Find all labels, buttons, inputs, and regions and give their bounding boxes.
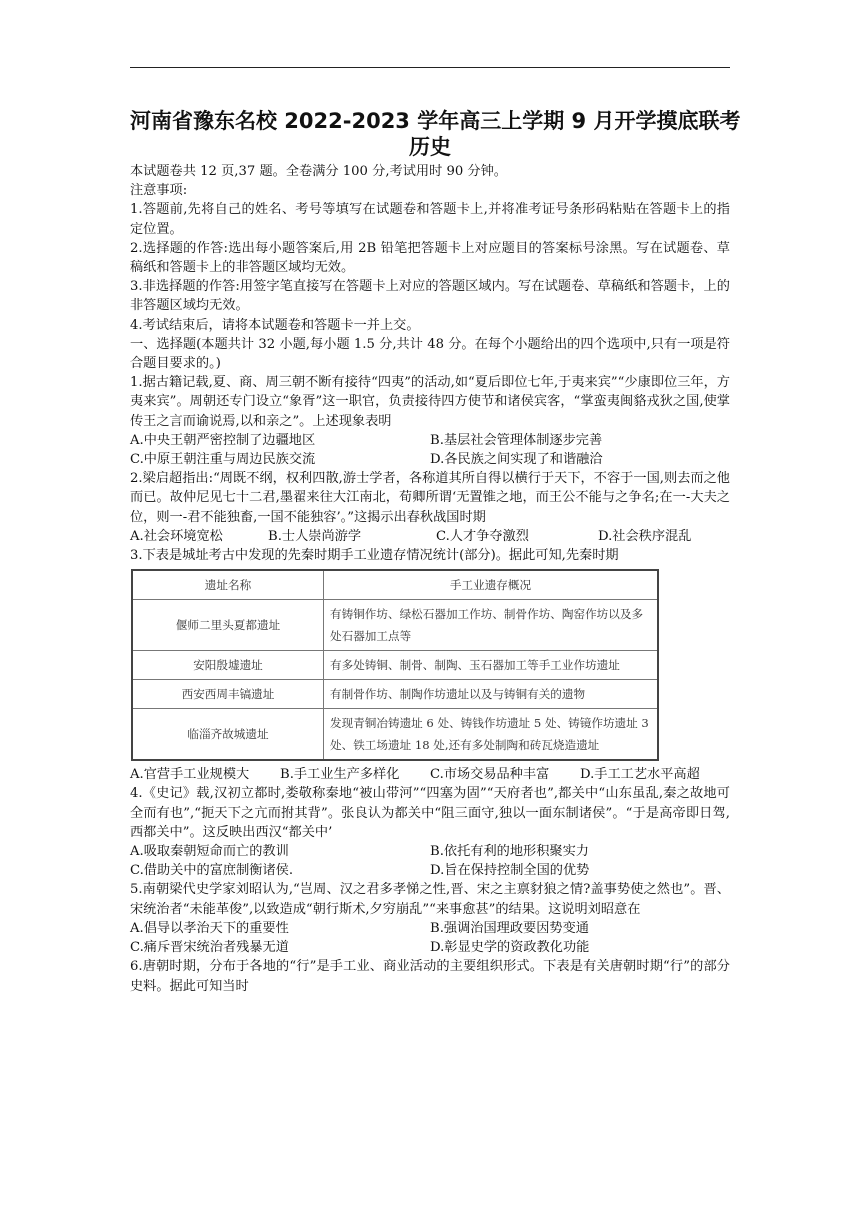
option-a: A.官营手工业规模大 (130, 767, 250, 783)
option-b: B.士人崇尚游学 (268, 528, 362, 544)
option-a: A.倡导以孝治天下的重要性 (130, 920, 289, 936)
exam-body (130, 162, 730, 996)
option-d: D.旨在保持控制全国的优势 (430, 863, 590, 879)
question-stem-4: 4.《史记》载,汉初立都时,娄敬称秦地“被山带河”“四塞为固”“天府者也”,都关中“山东虽乱,秦之故地可全而有也”,“扼天下之亢而拊其背”。张良认为都关中“阻三面守,独以一面东制诸侯”。“于是高帝即日驾,西都关中”。这反映出西汉“都关中’ (130, 786, 730, 840)
table-row (132, 651, 658, 680)
table-header-cell: 遗址名称 (132, 570, 324, 600)
site-desc: 发现青铜冶铸遗址 6 处、铸钱作坊遗址 5 处、铸镜作坊遗址 3 处、铁工场遗址 18 处,还有多处制陶和砖瓦烧造遗址 (324, 709, 659, 761)
option-d: D.各民族之间实现了和谐融洽 (430, 452, 603, 468)
table-header-row (132, 570, 658, 600)
option-c: C.人才争夺激烈 (436, 528, 529, 544)
exam-subject: 历史 (409, 135, 451, 159)
notice-item: 4.考试结束后，请将本试题卷和答题卡一并上交。 (130, 317, 420, 333)
options-row (130, 938, 730, 957)
option-d: D.彰显史学的资政教化功能 (430, 940, 590, 956)
option-b: B.手工业生产多样化 (280, 767, 400, 783)
options-row (130, 842, 730, 861)
option-c: C.中原王朝注重与周边民族交流 (130, 452, 316, 468)
section-heading: 一、选择题(本题共计 32 小题,每小题 1.5 分,共计 48 分。在每个小题给出的四个选项中,只有一项是符合题目要求的。) (130, 336, 730, 372)
option-d: D.手工工艺水平高超 (580, 767, 700, 783)
notice-item: 2.选择题的作答:选出每小题答案后,用 2B 铅笔把答题卡上对应题目的答案标号涂黑。写在试题卷、草稿纸和答题卡上的非答题区域均无效。 (130, 240, 730, 276)
table-row (132, 600, 658, 651)
site-desc: 有多处铸铜、制骨、制陶、玉石器加工等手工业作坊遗址 (324, 651, 659, 680)
exam-title: 河南省豫东名校 2022-2023 学年高三上学期 9 月开学摸底联考 (130, 109, 741, 133)
question-stem-1: 1.据古籍记载,夏、商、周三朝不断有接待“四夷”的活动,如“夏后即位七年,于夷来宾”“少康即位三年，方夷来宾”。周朝还专门设立“象胥”这一职官，负责接待四方使节和诸侯宾客，“掌蛮夷闽貉戎狄之国,使掌传王之言而谕说焉,以和亲之”。上述现象表明 (130, 375, 730, 429)
question-stem-6: 6.唐朝时期，分布于各地的“行”是手工业、商业活动的主要组织形式。下表是有关唐朝时期“行”的部分史料。据此可知当时 (130, 959, 730, 994)
option-a: A.社会环境宽松 (130, 528, 223, 544)
options-row (130, 431, 730, 450)
notice-heading: 注意事项: (130, 183, 188, 199)
site-name: 临淄齐故城遗址 (132, 709, 324, 761)
option-b: B.依托有利的地形积聚实力 (430, 844, 589, 860)
site-name: 安阳殷墟遗址 (132, 651, 324, 680)
notice-item: 1.答题前,先将自己的姓名、考号等填写在试题卷和答题卡上,并将准考证号条形码粘贴在答题卡上的指定位置。 (130, 202, 730, 237)
sites-table (131, 569, 659, 761)
top-rule (130, 67, 730, 68)
options-row (130, 450, 730, 469)
option-c: C.痛斥晋宋统治者残暴无道 (130, 940, 289, 956)
option-c: C.市场交易品种丰富 (430, 767, 550, 783)
options-row (130, 919, 730, 938)
option-a: A.吸取秦朝短命而亡的教训 (130, 844, 289, 860)
exam-info: 本试题卷共 12 页,37 题。全卷满分 100 分,考试用时 90 分钟。 (130, 164, 507, 179)
site-name: 偃师二里头夏都遗址 (132, 600, 324, 651)
table-row (132, 709, 658, 761)
options-row (130, 861, 730, 880)
option-b: B.基层社会管理体制逐步完善 (430, 432, 603, 448)
option-a: A.中央王朝严密控制了边疆地区 (130, 432, 316, 448)
site-name: 西安西周丰镐遗址 (132, 680, 324, 709)
option-b: B.强调治国理政要因势变通 (430, 920, 589, 936)
option-d: D.社会秩序混乱 (598, 528, 692, 544)
options-row (130, 765, 730, 784)
notice-item: 3.非选择题的作答:用签字笔直接写在答题卡上对应的答题区域内。写在试题卷、草稿纸和答题卡，上的非答题区域均无效。 (130, 279, 730, 314)
table-row (132, 680, 658, 709)
site-desc: 有铸铜作坊、绿松石器加工作坊、制骨作坊、陶窑作坊以及多处石器加工点等 (324, 600, 659, 651)
option-c: C.借助关中的富庶制衡诸侯. (130, 863, 294, 879)
options-row (130, 527, 730, 546)
table-header-cell: 手工业遗存概况 (324, 570, 659, 600)
question-stem-5: 5.南朝梁代史学家刘昭认为,“岂周、汉之君多孝悌之性,晋、宋之主禀豺狼之情?盖事势使之然也”。晋、宋统治者“未能革俊”,以致造成“朝行斯术,夕穷崩乱”“来事愈甚”的结果。这说明刘昭意在 (130, 882, 730, 917)
question-stem-3: 3.下表是城址考古中发现的先秦时期手工业遗存情况统计(部分)。据此可知,先秦时期 (130, 548, 619, 564)
site-desc: 有制骨作坊、制陶作坊遗址以及与铸铜有关的遗物 (324, 680, 659, 709)
question-stem-2: 2.梁启超指出:“周既不纲，权利四散,游士学者，各称道其所自得以横行于天下，不容于一国,则去而之他而已。故仲尼见七十二君,墨翟来往大江南北，荀卿所谓‘无置锥之地，而王公不能与之争名;在一-大夫之位，则一-君不能独畜,一国不能独容’。”这揭示出春秋战国时期 (130, 471, 730, 525)
